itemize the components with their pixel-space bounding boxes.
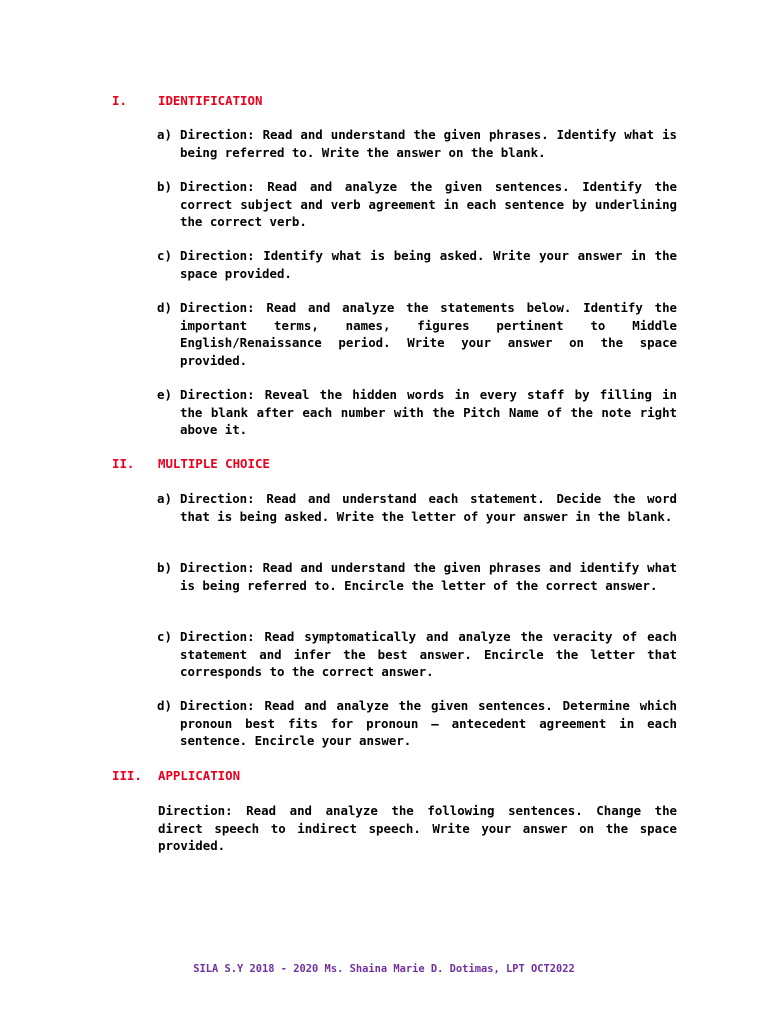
item-direction: Direction: Read and analyze the given sentences. Determine which pronoun best fits for pronoun – antecedent agreement in each sentence. Encircle your answer. — [180, 698, 677, 748]
item-letter: b) — [157, 560, 172, 575]
item-letter: c) — [157, 629, 172, 644]
application-direction: Direction: Read and analyze the following sentences. Change the direct speech to indirect speech. Write your answer on the space provided. — [158, 803, 677, 853]
section-title: IDENTIFICATION — [158, 93, 263, 108]
item-direction: Direction: Identify what is being asked. Write your answer in the space provided. — [180, 248, 677, 281]
section-heading-multiple-choice — [112, 455, 682, 473]
item-direction: Direction: Read and understand the given phrases and identify what is being referred to. Encircle the letter of the correct answer. — [180, 560, 677, 593]
item-direction: Direction: Read and analyze the given sentences. Identify the correct subject and verb agreement in each sentence by underlining the correct verb. — [180, 179, 677, 229]
section-number: I. — [112, 93, 127, 108]
item-letter: a) — [157, 491, 172, 506]
section-heading-application — [112, 767, 682, 785]
item-direction: Direction: Read and understand each statement. Decide the word that is being asked. Write the letter of your answer in the blank. — [180, 491, 677, 524]
list-item — [157, 247, 677, 282]
list-item — [157, 628, 677, 681]
section-title: APPLICATION — [158, 768, 241, 783]
item-direction: Direction: Read symptomatically and analyze the veracity of each statement and infer the best answer. Encircle the letter that corresponds to the correct answer. — [180, 629, 677, 679]
item-letter: c) — [157, 248, 172, 263]
section-number: III. — [112, 768, 142, 783]
section-title: MULTIPLE CHOICE — [158, 456, 270, 471]
list-item — [157, 490, 677, 525]
item-letter: e) — [157, 387, 172, 402]
list-item — [157, 386, 677, 439]
item-letter: d) — [157, 698, 172, 713]
list-item — [157, 697, 677, 750]
page-footer: SILA S.Y 2018 - 2020 Ms. Shaina Marie D. Dotimas, LPT OCT2022 — [193, 963, 575, 975]
section-number: II. — [112, 456, 135, 471]
item-direction: Direction: Reveal the hidden words in every staff by filling in the blank after each number with the Pitch Name of the note right above it. — [180, 387, 677, 437]
item-letter: a) — [157, 127, 172, 142]
list-item — [157, 126, 677, 161]
item-direction: Direction: Read and analyze the statements below. Identify the important terms, names, figures pertinent to Middle English/Renaissance period. Write your answer on the space provided. — [180, 300, 677, 368]
list-item — [157, 299, 677, 369]
section-heading-identification — [112, 92, 682, 110]
list-item — [157, 178, 677, 231]
list-item — [157, 559, 677, 594]
item-letter: b) — [157, 179, 172, 194]
item-direction: Direction: Read and understand the given phrases. Identify what is being referred to. Write the answer on the blank. — [180, 127, 677, 160]
item-letter: d) — [157, 300, 172, 315]
